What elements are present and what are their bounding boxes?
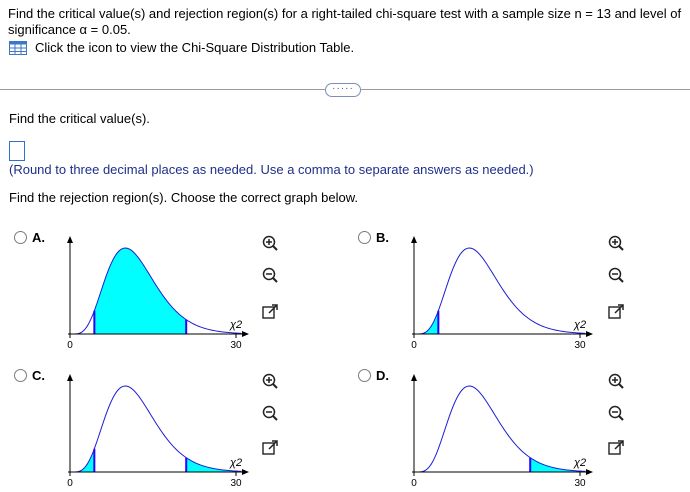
rejection-region-prompt: Find the rejection region(s). Choose the correct graph below. <box>9 190 359 205</box>
x-tick-label: 30 <box>230 340 242 351</box>
graph-c <box>58 372 258 492</box>
x-axis-arrow <box>242 331 249 337</box>
expand-icon[interactable] <box>261 303 279 321</box>
x-tick-label: 30 <box>574 478 586 489</box>
graph-b <box>402 234 602 354</box>
option-b-radio[interactable] <box>358 231 371 244</box>
rounding-hint: (Round to three decimal places as needed. Use a comma to separate answers as needed.) <box>9 162 534 177</box>
option-b-label: B. <box>376 230 389 245</box>
option-b[interactable] <box>358 230 389 245</box>
option-c[interactable] <box>14 368 45 383</box>
x-axis-arrow <box>586 331 593 337</box>
y-axis-arrow <box>67 374 73 381</box>
graph-a <box>58 234 258 354</box>
zoom-out-icon[interactable] <box>261 404 279 422</box>
x-axis-label: χ2 <box>230 457 243 469</box>
chi-square-table-link[interactable] <box>9 40 354 56</box>
distribution-curve <box>414 248 585 334</box>
x-axis-arrow <box>242 469 249 475</box>
zoom-in-icon[interactable] <box>261 234 279 252</box>
option-d-label: D. <box>376 368 389 383</box>
option-a-radio[interactable] <box>14 231 27 244</box>
x-tick-label: 0 <box>411 340 417 351</box>
critical-value-prompt: Find the critical value(s). <box>9 111 150 126</box>
distribution-curve <box>70 386 241 472</box>
table-icon[interactable] <box>9 41 27 55</box>
shaded-region <box>70 449 94 472</box>
option-a[interactable] <box>14 230 45 245</box>
expand-icon[interactable] <box>607 439 625 457</box>
zoom-out-icon[interactable] <box>261 266 279 284</box>
zoom-in-icon[interactable] <box>261 372 279 390</box>
zoom-in-icon[interactable] <box>607 372 625 390</box>
x-axis-label: χ2 <box>574 319 587 331</box>
x-axis-arrow <box>586 469 593 475</box>
zoom-out-icon[interactable] <box>607 404 625 422</box>
x-axis-label: χ2 <box>574 457 587 469</box>
zoom-in-icon[interactable] <box>607 234 625 252</box>
y-axis-arrow <box>411 236 417 243</box>
x-tick-label: 0 <box>67 340 73 351</box>
critical-value-input[interactable] <box>9 141 25 161</box>
zoom-out-icon[interactable] <box>607 266 625 284</box>
expand-icon[interactable] <box>607 303 625 321</box>
graph-d <box>402 372 602 492</box>
y-axis-arrow <box>411 374 417 381</box>
table-link-text: Click the icon to view the Chi-Square Distribution Table. <box>35 40 355 55</box>
expand-icon[interactable] <box>261 439 279 457</box>
option-d[interactable] <box>358 368 389 383</box>
x-tick-label: 0 <box>411 478 417 489</box>
shaded-region <box>414 311 438 334</box>
option-c-label: C. <box>32 368 45 383</box>
x-axis-label: χ2 <box>230 319 243 331</box>
x-tick-label: 30 <box>574 340 586 351</box>
x-tick-label: 30 <box>230 478 242 489</box>
option-c-radio[interactable] <box>14 369 27 382</box>
x-tick-label: 0 <box>67 478 73 489</box>
distribution-curve <box>414 386 585 472</box>
question-text: Find the critical value(s) and rejection region(s) for a right-tailed chi-square test with a sample size n = 13 and level of significance α = 0.05. <box>8 6 682 37</box>
option-a-label: A. <box>32 230 45 245</box>
y-axis-arrow <box>67 236 73 243</box>
option-d-radio[interactable] <box>358 369 371 382</box>
more-button[interactable]: ····· <box>325 83 361 97</box>
